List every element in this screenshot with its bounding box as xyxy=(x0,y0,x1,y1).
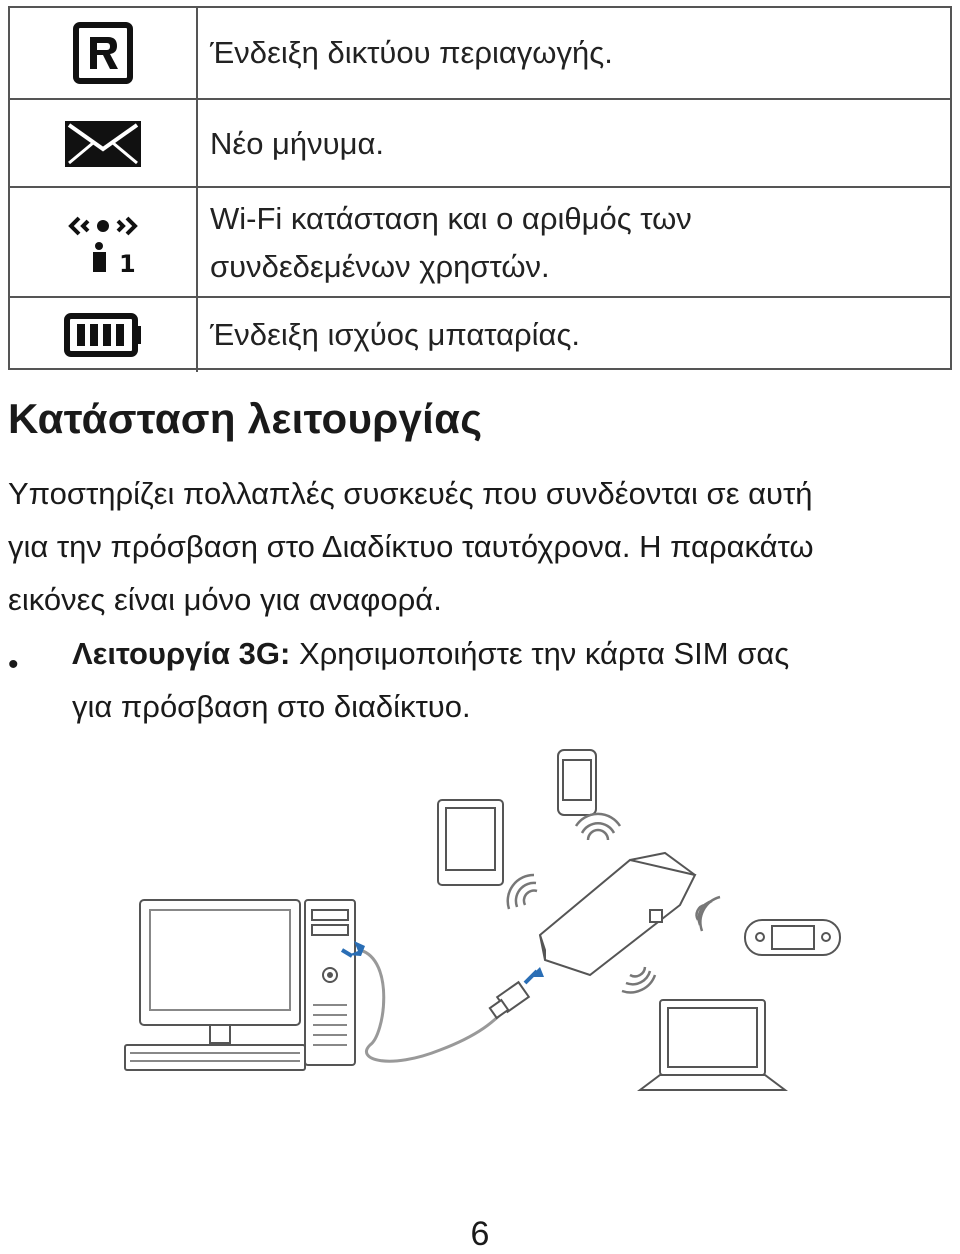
svg-text:1: 1 xyxy=(119,250,136,278)
battery-icon xyxy=(63,312,143,358)
paragraph-line: εικόνες είναι μόνο για αναφορά. xyxy=(8,582,442,617)
usb-cable xyxy=(360,950,505,1061)
paragraph-line: για την πρόσβαση στο Διαδίκτυο ταυτόχρονα. Η παρακάτω xyxy=(8,529,814,564)
icon-cell xyxy=(10,100,198,188)
connection-arrow-icon xyxy=(342,941,544,983)
desktop-tower-icon xyxy=(305,900,355,1065)
roaming-r-icon xyxy=(73,22,133,84)
connection-diagram xyxy=(120,745,860,1105)
bullet-item xyxy=(72,627,952,733)
bullet-marker: • xyxy=(8,648,19,681)
icon-cell xyxy=(10,188,198,298)
bullet-text: Χρησιμοποιήστε την κάρτα SIM σας xyxy=(290,636,790,671)
handheld-console-icon xyxy=(745,920,840,955)
icon-row-roaming xyxy=(10,8,950,98)
icon-cell xyxy=(10,298,198,372)
bullet-text-line2: για πρόσβαση στο διαδίκτυο. xyxy=(72,689,471,724)
mobile-hotspot-device-icon xyxy=(540,853,695,975)
description-paragraph xyxy=(8,467,953,626)
icon-cell xyxy=(10,8,198,98)
desktop-monitor-icon xyxy=(140,900,300,1045)
smartphone-icon xyxy=(558,750,596,815)
icon-table xyxy=(8,6,952,370)
keyboard-icon xyxy=(125,1045,305,1070)
icon-row-wifi xyxy=(10,186,950,298)
usb-plug-icon xyxy=(490,982,529,1018)
icon-row-message xyxy=(10,98,950,188)
icon-description: Wi-Fi κατάσταση και ο αριθμός των συνδεδεμένων χρηστών. xyxy=(210,201,692,284)
wifi-users-icon xyxy=(63,208,143,278)
envelope-icon xyxy=(63,119,143,169)
icon-description: Νέο μήνυμα. xyxy=(210,126,385,161)
bullet-bold-label: Λειτουργία 3G: xyxy=(72,636,291,671)
icon-description: Ένδειξη δικτύου περιαγωγής. xyxy=(210,35,613,70)
paragraph-line: Υποστηρίζει πολλαπλές συσκευές που συνδέονται σε αυτή xyxy=(8,476,813,511)
tablet-icon xyxy=(438,800,503,885)
laptop-icon xyxy=(640,1000,785,1090)
icon-description: Ένδειξη ισχύος μπαταρίας. xyxy=(210,317,581,352)
section-title: Κατάσταση λειτουργίας xyxy=(8,395,483,442)
icon-row-battery xyxy=(10,296,950,372)
page-number: 6 xyxy=(470,1215,490,1253)
